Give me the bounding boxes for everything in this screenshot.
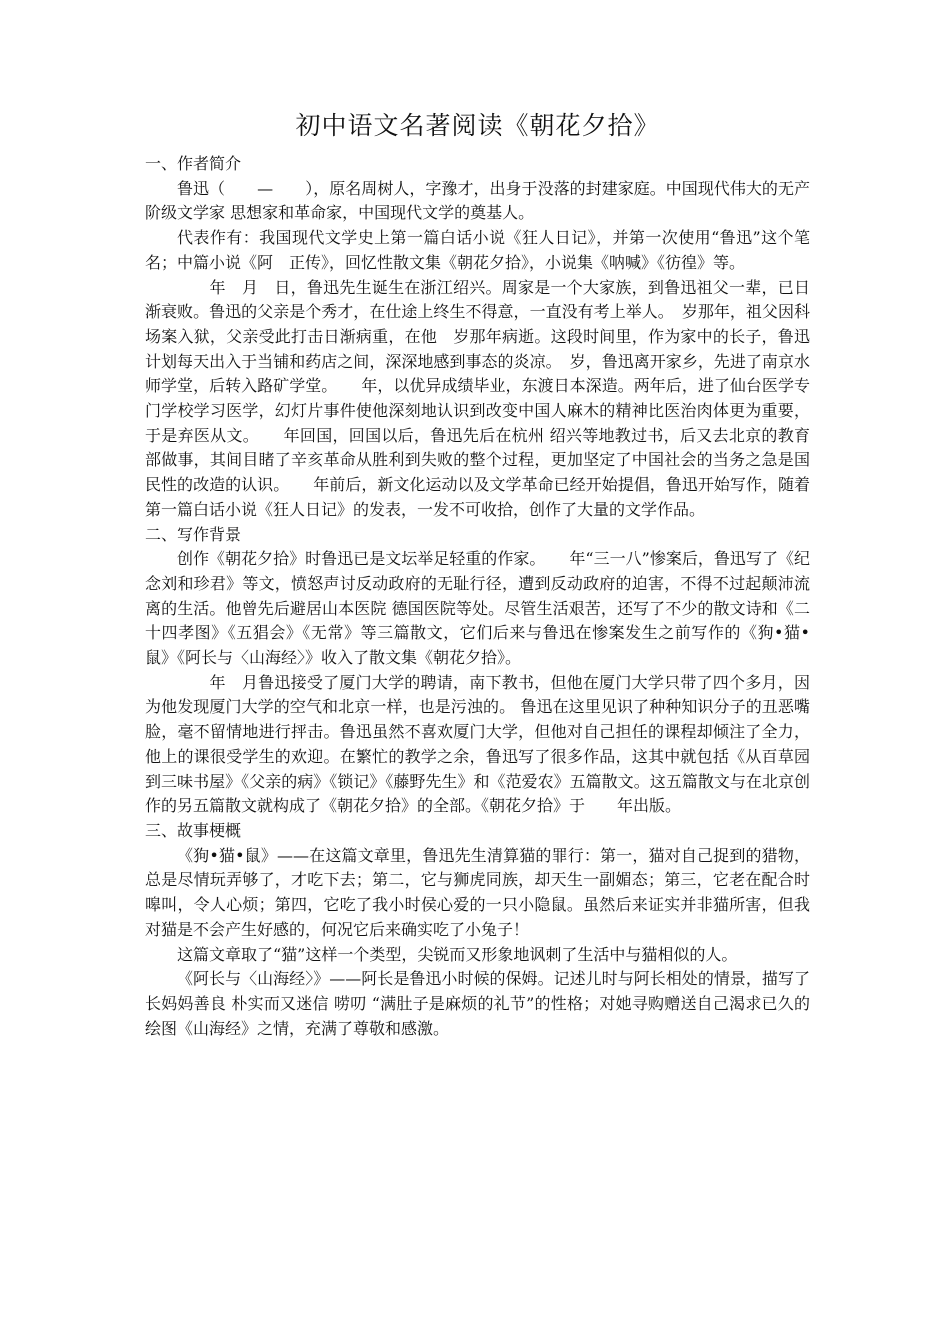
paragraph: 创作《朝花夕拾》时鲁迅已是文坛举足轻重的作家。 年“三一八”惨案后，鲁迅写了《纪念刘和珍君》等文，愤怒声讨反动政府的无耻行径，遭到反动政府的迫害，不得不过起颠沛流离的生活。他曾先后避居山本医院 德国医院等处。尽管生活艰苦，还写了不少的散文诗和《二十四孝图》《五猖会》《无常》等三篇散文，它们后来与鲁迅在惨案发生之前写作的《狗•猫•鼠》《阿长与〈山海经〉》收入了散文集《朝花夕拾》。 (145, 549, 810, 668)
document-page (145, 108, 810, 1041)
paragraph: 《狗•猫•鼠》——在这篇文章里，鲁迅先生清算猫的罪行：第一，猫对自己捉到的猎物，总是尽情玩弄够了，才吃下去；第二，它与狮虎同族，却天生一副媚态；第三，它老在配合时嗥叫，令人心烦；第四，它吃了我小时侯心爱的一只小隐鼠。虽然后来证实并非猫所害，但我对猫是不会产生好感的，何况它后来确实吃了小兔子！ (145, 845, 810, 939)
paragraph: 这篇文章取了“猫”这样一个类型，尖锐而又形象地讽刺了生活中与猫相似的人。 (177, 944, 738, 964)
paragraph: 《阿长与〈山海经〉》——阿长是鲁迅小时候的保姆。记述儿时与阿长相处的情景，描写了长妈妈善良 朴实而又迷信 唠叨 “满肚子是麻烦的礼节”的性格；对她寻购赠送自己渴求已久的绘图《山海经》之情，充满了尊敬和感激。 (145, 969, 810, 1038)
section-author-intro (145, 152, 810, 523)
section-story-summary (145, 819, 810, 1041)
section-writing-background (145, 523, 810, 819)
paragraph: 年 月 日，鲁迅先生诞生在浙江绍兴。周家是一个大家族，到鲁迅祖父一辈，已日渐衰败。鲁迅的父亲是个秀才，在仕途上终生不得意，一直没有考上举人。 岁那年，祖父因科场案入狱，父亲受此打击日渐病重，在他 岁那年病逝。这段时间里，作为家中的长子，鲁迅计划每天出入于当铺和药店之间，深深地感到事态的炎凉。 岁，鲁迅离开家乡，先进了南京水师学堂，后转入路矿学堂。 年，以优异成绩毕业，东渡日本深造。两年后，进了仙台医学专门学校学习医学，幻灯片事件使他深刻地认识到改变中国人麻木的精神比医治肉体更为重要，于是弃医从文。 年回国，回国以后，鲁迅先后在杭州 绍兴等地教过书，后又去北京的教育部做事，其间目睹了辛亥革命从胜利到失败的整个过程，更加坚定了中国社会的当务之急是国民性的改造的认识。 年前后，新文化运动以及文学革命已经开始提倡，鲁迅开始写作，随着第一篇白话小说《狂人日记》的发表，一发不可收拾，创作了大量的文学作品。 (145, 277, 810, 519)
document-title: 初中语文名著阅读《朝花夕拾》 (295, 111, 660, 140)
section-heading: 二、写作背景 (145, 524, 242, 544)
paragraph: 年 月鲁迅接受了厦门大学的聘请，南下教书，但他在厦门大学只带了四个多月，因为他发现厦门大学的空气和北京一样，也是污浊的。 鲁迅在这里见识了种种知识分子的丑恶嘴脸，毫不留情地进行抨击。鲁迅虽然不喜欢厦门大学，但他对自己担任的课程却倾注了全力，他上的课很受学生的欢迎。在繁忙的教学之余，鲁迅写了很多作品，这其中就包括《从百草园到三味书屋》《父亲的病》《锁记》《藤野先生》和《范爱农》五篇散文。这五篇散文与在北京创作的另五篇散文就构成了《朝花夕拾》的全部。《朝花夕拾》于 年出版。 (145, 672, 810, 816)
section-heading: 三、故事梗概 (145, 820, 242, 840)
section-heading: 一、作者简介 (145, 154, 242, 173)
paragraph: 鲁迅（ — ），原名周树人，字豫才，出身于没落的封建家庭。中国现代伟大的无产阶级文学家 思想家和革命家，中国现代文学的奠基人。 (145, 178, 810, 223)
paragraph: 代表作有：我国现代文学史上第一篇白话小说《狂人日记》，并第一次使用“鲁迅”这个笔名；中篇小说《阿 正传》，回忆性散文集《朝花夕拾》，小说集《呐喊》《彷徨》等。 (145, 228, 810, 272)
